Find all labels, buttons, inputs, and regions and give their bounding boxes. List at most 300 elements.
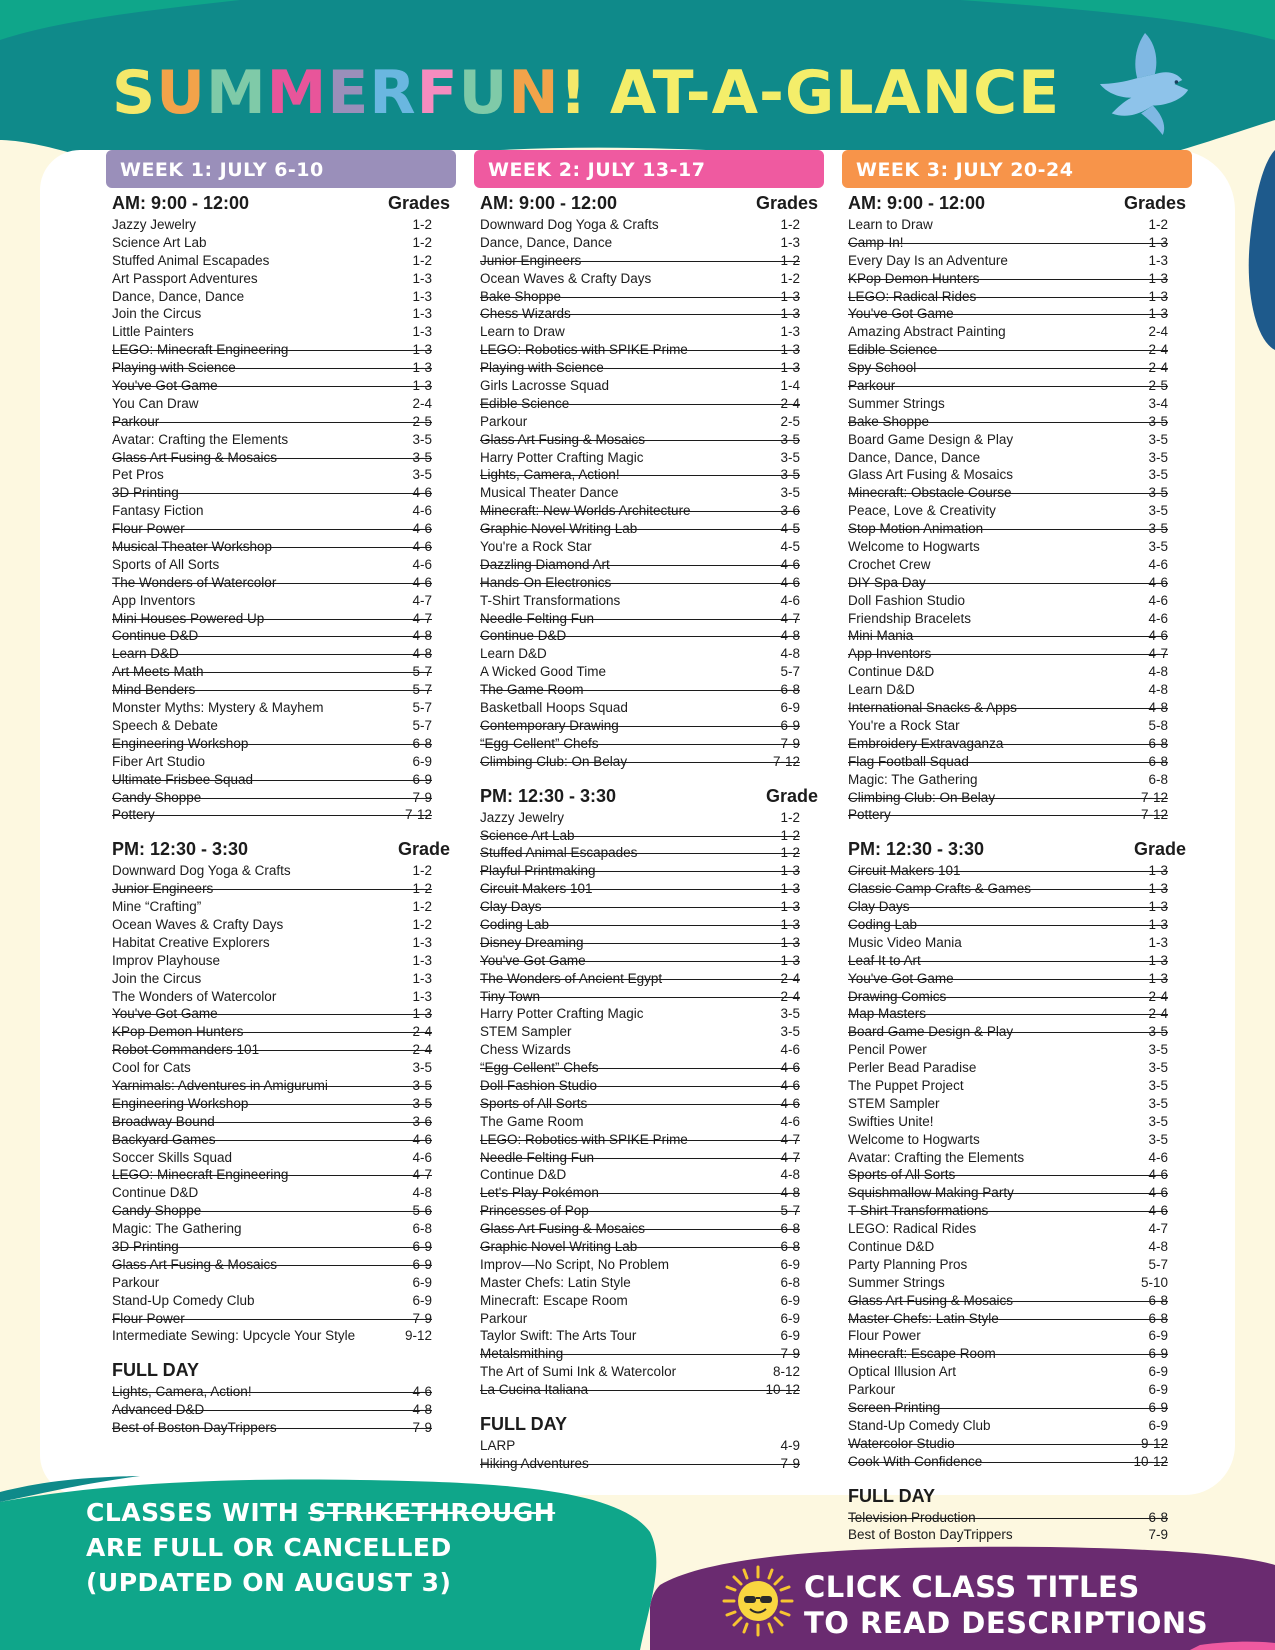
class-row[interactable] <box>848 431 1186 449</box>
class-title-link[interactable]: Candy Shoppe <box>112 789 202 805</box>
class-title-link[interactable]: Television Production <box>848 1509 976 1525</box>
class-row[interactable] <box>848 1005 1186 1023</box>
class-title-link[interactable]: LEGO: Robotics with SPIKE Prime <box>480 1131 688 1147</box>
class-row[interactable] <box>848 1363 1186 1381</box>
class-row[interactable] <box>480 1381 818 1399</box>
class-row[interactable] <box>112 288 450 306</box>
class-title-link[interactable]: Parkour <box>480 413 528 429</box>
class-row[interactable] <box>480 341 818 359</box>
class-title-link[interactable]: Fiber Art Studio <box>112 753 206 769</box>
class-title-link[interactable]: Yarnimals: Adventures in Amigurumi <box>112 1077 328 1093</box>
class-row[interactable] <box>848 359 1186 377</box>
class-title-link[interactable]: Engineering Workshop <box>112 735 249 751</box>
class-title-link[interactable]: LEGO: Minecraft Engineering <box>112 342 289 358</box>
class-row[interactable] <box>112 1166 450 1184</box>
class-row[interactable] <box>480 395 818 413</box>
class-title-link[interactable]: Stop Motion Animation <box>848 521 984 537</box>
class-title-link[interactable]: Flour Power <box>848 1328 921 1344</box>
class-row[interactable] <box>848 970 1186 988</box>
class-title-link[interactable]: LEGO: Minecraft Engineering <box>112 1167 289 1183</box>
class-title-link[interactable]: You're a Rock Star <box>848 717 960 733</box>
class-title-link[interactable]: Drawing Comics <box>848 988 947 1004</box>
class-row[interactable] <box>112 735 450 753</box>
class-row[interactable] <box>480 898 818 916</box>
class-title-link[interactable]: Speech & Debate <box>112 717 218 733</box>
class-title-link[interactable]: Flour Power <box>112 1310 185 1326</box>
class-title-link[interactable]: “Egg-Cellent” Chefs <box>480 735 599 751</box>
class-row[interactable] <box>112 1310 450 1328</box>
class-title-link[interactable]: A Wicked Good Time <box>480 664 607 680</box>
class-row[interactable] <box>848 1113 1186 1131</box>
class-row[interactable] <box>480 753 818 771</box>
class-row[interactable] <box>848 916 1186 934</box>
class-title-link[interactable]: Mine “Crafting” <box>112 899 202 915</box>
class-row[interactable] <box>848 1238 1186 1256</box>
class-row[interactable] <box>112 1041 450 1059</box>
class-row[interactable] <box>848 1149 1186 1167</box>
class-row[interactable] <box>480 1310 818 1328</box>
class-row[interactable] <box>112 431 450 449</box>
class-title-link[interactable]: Playful Printmaking <box>480 863 596 879</box>
class-title-link[interactable]: Candy Shoppe <box>112 1203 202 1219</box>
class-title-link[interactable]: Tiny Town <box>480 988 541 1004</box>
class-title-link[interactable]: Climbing Club: On Belay <box>480 753 628 769</box>
class-row[interactable] <box>848 377 1186 395</box>
class-row[interactable] <box>848 1095 1186 1113</box>
class-title-link[interactable]: Downward Dog Yoga & Crafts <box>112 863 291 879</box>
class-title-link[interactable]: The Game Room <box>480 1113 584 1129</box>
class-row[interactable] <box>480 970 818 988</box>
class-row[interactable] <box>848 1399 1186 1417</box>
class-title-link[interactable]: Science Art Lab <box>480 827 575 843</box>
class-title-link[interactable]: Mini Mania <box>848 628 914 644</box>
class-row[interactable] <box>112 771 450 789</box>
class-title-link[interactable]: Art Meets Math <box>112 664 204 680</box>
class-title-link[interactable]: Engineering Workshop <box>112 1095 249 1111</box>
class-row[interactable] <box>848 1509 1186 1527</box>
class-title-link[interactable]: Avatar: Crafting the Elements <box>848 1149 1025 1165</box>
class-title-link[interactable]: Stand-Up Comedy Club <box>848 1417 991 1433</box>
class-title-link[interactable]: Summer Strings <box>848 395 945 411</box>
class-row[interactable] <box>480 1184 818 1202</box>
class-row[interactable] <box>848 323 1186 341</box>
class-title-link[interactable]: Improv Playhouse <box>112 952 221 968</box>
class-row[interactable] <box>112 862 450 880</box>
class-row[interactable] <box>112 1184 450 1202</box>
class-title-link[interactable]: Downward Dog Yoga & Crafts <box>480 217 659 232</box>
class-row[interactable] <box>848 1292 1186 1310</box>
class-row[interactable] <box>112 252 450 270</box>
class-row[interactable] <box>848 1345 1186 1363</box>
class-row[interactable] <box>848 610 1186 628</box>
class-title-link[interactable]: Junior Engineers <box>112 881 214 897</box>
class-title-link[interactable]: Learn D&D <box>480 646 547 662</box>
class-title-link[interactable]: Parkour <box>848 378 896 394</box>
class-title-link[interactable]: Glass Art Fusing & Mosaics <box>848 467 1014 483</box>
class-row[interactable] <box>112 341 450 359</box>
class-row[interactable] <box>848 1023 1186 1041</box>
class-title-link[interactable]: Minecraft: Escape Room <box>848 1346 996 1362</box>
class-row[interactable] <box>112 806 450 824</box>
class-title-link[interactable]: Sports of All Sorts <box>112 556 220 572</box>
class-title-link[interactable]: You've Got Game <box>848 970 954 986</box>
class-title-link[interactable]: Backyard Games <box>112 1131 216 1147</box>
class-title-link[interactable]: Minecraft: New Worlds Architecture <box>480 503 691 519</box>
class-title-link[interactable]: You've Got Game <box>848 306 954 322</box>
class-row[interactable] <box>112 413 450 431</box>
class-row[interactable] <box>112 1327 450 1345</box>
class-row[interactable] <box>480 627 818 645</box>
class-row[interactable] <box>848 1526 1186 1544</box>
class-row[interactable] <box>480 305 818 323</box>
class-title-link[interactable]: Bake Shoppe <box>848 413 930 429</box>
class-row[interactable] <box>848 1220 1186 1238</box>
class-title-link[interactable]: Squishmallow Making Party <box>848 1185 1014 1201</box>
class-row[interactable] <box>112 592 450 610</box>
class-row[interactable] <box>112 216 450 234</box>
class-row[interactable] <box>112 1238 450 1256</box>
class-row[interactable] <box>112 1202 450 1220</box>
class-row[interactable] <box>480 431 818 449</box>
class-title-link[interactable]: The Art of Sumi Ink & Watercolor <box>480 1364 677 1380</box>
class-title-link[interactable]: The Wonders of Watercolor <box>112 988 277 1004</box>
class-row[interactable] <box>480 1363 818 1381</box>
class-row[interactable] <box>848 1184 1186 1202</box>
class-title-link[interactable]: Hands-On Electronics <box>480 574 612 590</box>
class-row[interactable] <box>848 413 1186 431</box>
class-title-link[interactable]: Learn D&D <box>112 646 179 662</box>
class-row[interactable] <box>848 538 1186 556</box>
class-row[interactable] <box>480 556 818 574</box>
class-title-link[interactable]: Cool for Cats <box>112 1060 191 1076</box>
class-row[interactable] <box>112 645 450 663</box>
class-row[interactable] <box>848 880 1186 898</box>
class-title-link[interactable]: Ocean Waves & Crafty Days <box>480 270 652 286</box>
class-row[interactable] <box>848 753 1186 771</box>
class-row[interactable] <box>480 880 818 898</box>
class-title-link[interactable]: Screen Printing <box>848 1400 941 1415</box>
class-title-link[interactable]: La Cucina Italiana <box>480 1382 589 1398</box>
class-row[interactable] <box>112 970 450 988</box>
class-row[interactable] <box>112 663 450 681</box>
class-title-link[interactable]: KPop Demon Hunters <box>848 270 980 286</box>
class-title-link[interactable]: Taylor Swift: The Arts Tour <box>480 1328 637 1344</box>
class-row[interactable] <box>480 1095 818 1113</box>
class-row[interactable] <box>848 449 1186 467</box>
class-row[interactable] <box>480 952 818 970</box>
class-title-link[interactable]: Learn to Draw <box>480 324 565 340</box>
class-title-link[interactable]: Soccer Skills Squad <box>112 1149 233 1165</box>
class-title-link[interactable]: Glass Art Fusing & Mosaics <box>848 1292 1014 1308</box>
class-title-link[interactable]: Coding Lab <box>848 916 918 932</box>
class-title-link[interactable]: App Inventors <box>848 646 932 662</box>
class-title-link[interactable]: Glass Art Fusing & Mosaics <box>480 431 646 447</box>
class-row[interactable] <box>848 1041 1186 1059</box>
class-row[interactable] <box>848 556 1186 574</box>
class-row[interactable] <box>480 1455 818 1473</box>
class-title-link[interactable]: Learn D&D <box>848 682 915 698</box>
class-row[interactable] <box>112 1256 450 1274</box>
class-row[interactable] <box>848 645 1186 663</box>
class-row[interactable] <box>480 1220 818 1238</box>
class-row[interactable] <box>848 1381 1186 1399</box>
class-row[interactable] <box>480 809 818 827</box>
class-row[interactable] <box>112 1005 450 1023</box>
class-row[interactable] <box>480 502 818 520</box>
class-title-link[interactable]: Pottery <box>848 807 891 823</box>
class-title-link[interactable]: Playing with Science <box>480 360 604 376</box>
class-title-link[interactable]: Pet Pros <box>112 467 164 483</box>
class-title-link[interactable]: Doll Fashion Studio <box>848 592 966 608</box>
class-row[interactable] <box>848 1274 1186 1292</box>
class-row[interactable] <box>480 1131 818 1149</box>
class-title-link[interactable]: Fantasy Fiction <box>112 503 204 519</box>
class-title-link[interactable]: Advanced D&D <box>112 1402 205 1418</box>
class-row[interactable] <box>112 1095 450 1113</box>
class-row[interactable] <box>848 270 1186 288</box>
class-title-link[interactable]: Swifties Unite! <box>848 1113 934 1129</box>
class-title-link[interactable]: Musical Theater Dance <box>480 485 619 501</box>
class-title-link[interactable]: STEM Sampler <box>848 1095 940 1111</box>
class-row[interactable] <box>112 1419 450 1437</box>
class-title-link[interactable]: Avatar: Crafting the Elements <box>112 431 289 447</box>
class-row[interactable] <box>112 1059 450 1077</box>
class-title-link[interactable]: Welcome to Hogwarts <box>848 1131 980 1147</box>
class-row[interactable] <box>480 323 818 341</box>
class-title-link[interactable]: Parkour <box>480 1310 528 1326</box>
class-title-link[interactable]: Welcome to Hogwarts <box>848 539 980 555</box>
class-title-link[interactable]: Junior Engineers <box>480 252 582 268</box>
class-row[interactable] <box>848 717 1186 735</box>
class-title-link[interactable]: Broadway Bound <box>112 1113 215 1129</box>
class-row[interactable] <box>848 502 1186 520</box>
class-title-link[interactable]: Contemporary Drawing <box>480 717 619 733</box>
class-row[interactable] <box>848 395 1186 413</box>
class-title-link[interactable]: LARP <box>480 1438 516 1453</box>
class-row[interactable] <box>112 610 450 628</box>
class-title-link[interactable]: Board Game Design & Play <box>848 1024 1014 1040</box>
class-title-link[interactable]: Master Chefs: Latin Style <box>848 1310 999 1326</box>
class-row[interactable] <box>848 466 1186 484</box>
class-title-link[interactable]: Classic Camp Crafts & Games <box>848 881 1032 897</box>
class-row[interactable] <box>480 574 818 592</box>
class-row[interactable] <box>480 735 818 753</box>
class-row[interactable] <box>848 771 1186 789</box>
class-row[interactable] <box>112 1292 450 1310</box>
class-row[interactable] <box>848 341 1186 359</box>
class-title-link[interactable]: Chess Wizards <box>480 306 571 322</box>
class-row[interactable] <box>480 1005 818 1023</box>
class-title-link[interactable]: Hiking Adventures <box>480 1455 589 1471</box>
class-title-link[interactable]: Camp-In! <box>848 234 904 250</box>
class-title-link[interactable]: Best of Boston DayTrippers <box>112 1420 277 1436</box>
class-row[interactable] <box>480 1059 818 1077</box>
class-title-link[interactable]: DIY Spa Day <box>848 574 926 590</box>
class-row[interactable] <box>848 234 1186 252</box>
class-row[interactable] <box>112 916 450 934</box>
class-row[interactable] <box>112 520 450 538</box>
class-title-link[interactable]: Mini Houses Powered Up <box>112 610 265 626</box>
class-row[interactable] <box>848 1310 1186 1328</box>
class-row[interactable] <box>112 484 450 502</box>
class-row[interactable] <box>112 717 450 735</box>
class-row[interactable] <box>480 916 818 934</box>
class-title-link[interactable]: Intermediate Sewing: Upcycle Your Style <box>112 1328 356 1344</box>
class-row[interactable] <box>848 305 1186 323</box>
class-row[interactable] <box>480 1149 818 1167</box>
class-row[interactable] <box>480 717 818 735</box>
class-row[interactable] <box>480 413 818 431</box>
class-title-link[interactable]: Musical Theater Workshop <box>112 539 273 555</box>
class-row[interactable] <box>112 395 450 413</box>
class-row[interactable] <box>848 627 1186 645</box>
class-row[interactable] <box>480 484 818 502</box>
class-title-link[interactable]: You Can Draw <box>112 395 199 411</box>
class-title-link[interactable]: Doll Fashion Studio <box>480 1077 598 1093</box>
class-title-link[interactable]: Join the Circus <box>112 306 202 322</box>
class-title-link[interactable]: Parkour <box>112 413 160 429</box>
class-title-link[interactable]: Coding Lab <box>480 916 550 932</box>
class-title-link[interactable]: Stand-Up Comedy Club <box>112 1292 255 1308</box>
class-row[interactable] <box>848 1131 1186 1149</box>
class-title-link[interactable]: T-Shirt Transformations <box>848 1203 989 1219</box>
class-row[interactable] <box>112 627 450 645</box>
class-title-link[interactable]: Science Art Lab <box>112 234 207 250</box>
class-row[interactable] <box>112 1131 450 1149</box>
class-title-link[interactable]: Magic: The Gathering <box>848 771 978 787</box>
class-title-link[interactable]: Pencil Power <box>848 1042 927 1058</box>
class-row[interactable] <box>480 1437 818 1455</box>
class-row[interactable] <box>848 898 1186 916</box>
class-row[interactable] <box>480 466 818 484</box>
class-row[interactable] <box>848 484 1186 502</box>
class-title-link[interactable]: Minecraft: Obstacle Course <box>848 485 1012 501</box>
class-row[interactable] <box>480 288 818 306</box>
class-title-link[interactable]: Jazzy Jewelry <box>480 809 565 825</box>
class-title-link[interactable]: Peace, Love & Creativity <box>848 503 996 519</box>
class-row[interactable] <box>480 844 818 862</box>
class-row[interactable] <box>848 663 1186 681</box>
class-title-link[interactable]: Sports of All Sorts <box>848 1167 956 1183</box>
class-row[interactable] <box>480 592 818 610</box>
class-row[interactable] <box>480 934 818 952</box>
class-row[interactable] <box>848 1077 1186 1095</box>
class-title-link[interactable]: Map Masters <box>848 1006 927 1022</box>
class-title-link[interactable]: Leaf It to Art <box>848 952 921 968</box>
class-row[interactable] <box>480 827 818 845</box>
class-title-link[interactable]: Master Chefs: Latin Style <box>480 1274 631 1290</box>
class-row[interactable] <box>480 1238 818 1256</box>
class-row[interactable] <box>848 934 1186 952</box>
class-row[interactable] <box>112 466 450 484</box>
class-title-link[interactable]: Continue D&D <box>112 1185 199 1201</box>
class-title-link[interactable]: Jazzy Jewelry <box>112 217 197 232</box>
class-title-link[interactable]: The Wonders of Watercolor <box>112 574 277 590</box>
class-title-link[interactable]: Summer Strings <box>848 1274 945 1290</box>
class-row[interactable] <box>480 216 818 234</box>
class-title-link[interactable]: Watercolor Studio <box>848 1435 955 1451</box>
class-title-link[interactable]: Flag Football Squad <box>848 753 969 769</box>
class-title-link[interactable]: You're a Rock Star <box>480 539 592 555</box>
class-title-link[interactable]: Stuffed Animal Escapades <box>112 252 270 268</box>
class-row[interactable] <box>112 1023 450 1041</box>
class-row[interactable] <box>112 1149 450 1167</box>
class-title-link[interactable]: Learn to Draw <box>848 217 933 232</box>
class-row[interactable] <box>480 663 818 681</box>
class-title-link[interactable]: Every Day Is an Adventure <box>848 252 1008 268</box>
class-title-link[interactable]: Disney Dreaming <box>480 934 584 950</box>
class-title-link[interactable]: Harry Potter Crafting Magic <box>480 449 644 465</box>
class-title-link[interactable]: Ultimate Frisbee Squad <box>112 771 254 787</box>
class-title-link[interactable]: Needle Felting Fun <box>480 1149 595 1165</box>
class-title-link[interactable]: Crochet Crew <box>848 556 931 572</box>
class-title-link[interactable]: Chess Wizards <box>480 1042 571 1058</box>
class-row[interactable] <box>480 645 818 663</box>
class-title-link[interactable]: Lights, Camera, Action! <box>112 1384 252 1400</box>
class-title-link[interactable]: Continue D&D <box>848 664 935 680</box>
class-row[interactable] <box>848 1453 1186 1471</box>
class-title-link[interactable]: Music Video Mania <box>848 934 962 950</box>
class-row[interactable] <box>480 1202 818 1220</box>
class-row[interactable] <box>480 699 818 717</box>
class-title-link[interactable]: Dance, Dance, Dance <box>480 234 613 250</box>
class-row[interactable] <box>112 789 450 807</box>
class-title-link[interactable]: Pottery <box>112 807 155 823</box>
class-title-link[interactable]: Ocean Waves & Crafty Days <box>112 916 284 932</box>
class-row[interactable] <box>848 735 1186 753</box>
class-title-link[interactable]: Join the Circus <box>112 970 202 986</box>
class-title-link[interactable]: Best of Boston DayTrippers <box>848 1527 1013 1543</box>
class-row[interactable] <box>480 1166 818 1184</box>
class-title-link[interactable]: Graphic Novel Writing Lab <box>480 1238 638 1254</box>
class-title-link[interactable]: Amazing Abstract Painting <box>848 324 1006 340</box>
class-title-link[interactable]: You've Got Game <box>112 1006 218 1022</box>
class-row[interactable] <box>480 862 818 880</box>
class-row[interactable] <box>480 1345 818 1363</box>
class-row[interactable] <box>112 538 450 556</box>
class-title-link[interactable]: Circuit Makers 101 <box>480 881 593 897</box>
class-title-link[interactable]: Dance, Dance, Dance <box>848 449 981 465</box>
class-row[interactable] <box>848 1327 1186 1345</box>
class-row[interactable] <box>112 305 450 323</box>
class-title-link[interactable]: Embroidery Extravaganza <box>848 735 1004 751</box>
class-row[interactable] <box>480 520 818 538</box>
class-row[interactable] <box>480 1274 818 1292</box>
class-row[interactable] <box>480 1077 818 1095</box>
class-title-link[interactable]: App Inventors <box>112 592 196 608</box>
class-row[interactable] <box>480 1113 818 1131</box>
class-row[interactable] <box>112 377 450 395</box>
class-title-link[interactable]: Flour Power <box>112 521 185 537</box>
class-row[interactable] <box>112 934 450 952</box>
class-row[interactable] <box>848 862 1186 880</box>
class-title-link[interactable]: LEGO: Robotics with SPIKE Prime <box>480 342 688 358</box>
class-title-link[interactable]: You've Got Game <box>480 952 586 968</box>
class-title-link[interactable]: Harry Potter Crafting Magic <box>480 1006 644 1022</box>
class-title-link[interactable]: Art Passport Adventures <box>112 270 258 286</box>
class-row[interactable] <box>480 681 818 699</box>
class-title-link[interactable]: Perler Bead Paradise <box>848 1060 977 1076</box>
class-title-link[interactable]: Playing with Science <box>112 360 236 376</box>
class-row[interactable] <box>112 1383 450 1401</box>
class-title-link[interactable]: Dance, Dance, Dance <box>112 288 245 304</box>
class-title-link[interactable]: Bake Shoppe <box>480 288 562 304</box>
class-row[interactable] <box>480 234 818 252</box>
class-title-link[interactable]: Board Game Design & Play <box>848 431 1014 447</box>
class-title-link[interactable]: T-Shirt Transformations <box>480 592 621 608</box>
class-row[interactable] <box>480 359 818 377</box>
class-row[interactable] <box>480 1327 818 1345</box>
